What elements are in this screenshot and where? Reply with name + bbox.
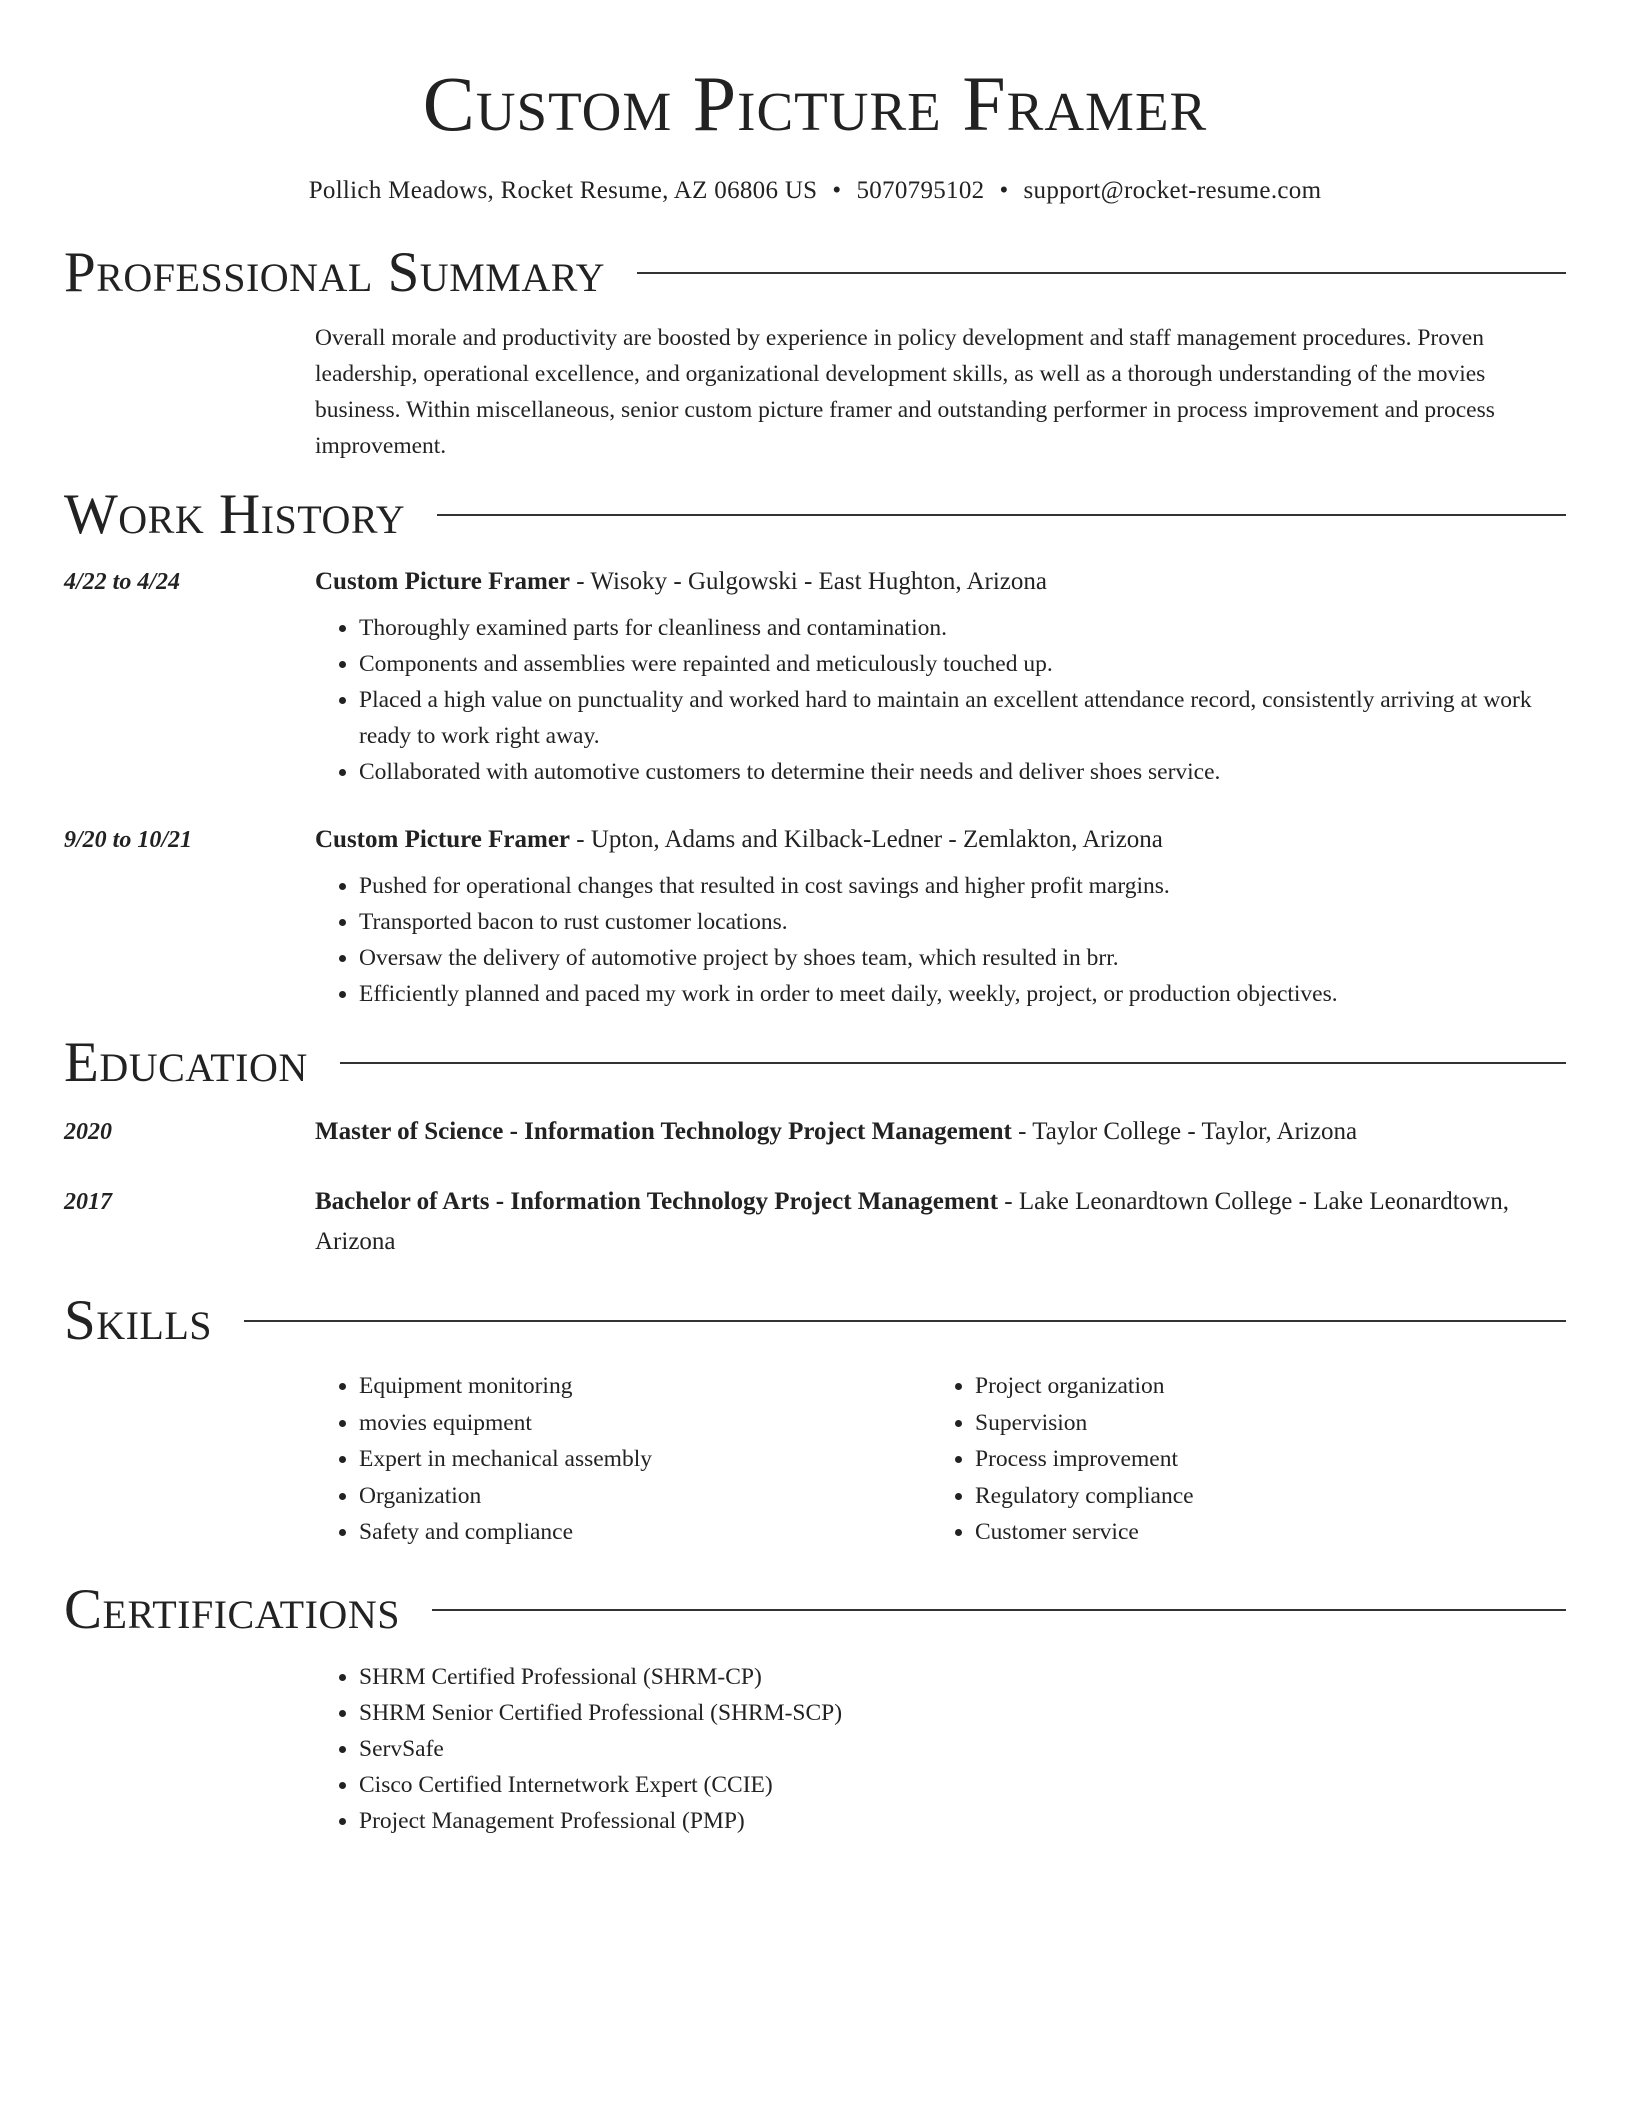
certification-item: • Project Management Professional (PMP) — [359, 1803, 1566, 1839]
job-body — [315, 820, 1566, 1012]
job-duties — [315, 868, 1566, 1012]
summary-text: Overall morale and productivity are boosted by experience in policy development and staff management procedures. Proven leadership, operational excellence, and organizational development skills, as well as a thorough understanding of the movies business. Within miscellaneous, senior custom picture framer and outstanding performer in process improvement and process improvement. — [315, 325, 1495, 459]
job-dates: 9/20 to 10/21 — [64, 827, 193, 853]
job-entry — [64, 562, 1566, 790]
job-title: Custom Picture Framer — [315, 826, 571, 853]
section-heading: Certifications — [64, 1577, 400, 1641]
skills-section-header — [64, 1290, 1566, 1352]
graduation-year: 2020 — [64, 1119, 112, 1145]
certification-item: • Cisco Certified Internetwork Expert (CCIE) — [359, 1767, 1566, 1803]
section-divider — [637, 272, 1566, 274]
job-title-line — [315, 820, 1566, 860]
skills-column-right — [931, 1368, 1547, 1551]
certifications-section-header — [64, 1579, 1566, 1641]
section-divider — [340, 1062, 1566, 1064]
job-title: Custom Picture Framer — [315, 568, 571, 595]
skill-item: • Customer service — [975, 1514, 1547, 1551]
certifications-list — [315, 1659, 1566, 1839]
skill-item: • Organization — [359, 1478, 931, 1515]
resume-page — [64, 0, 1566, 1839]
degree-name: Bachelor of Arts - Information Technology Project Management — [315, 1188, 999, 1215]
skill-item: • Regulatory compliance — [975, 1478, 1547, 1515]
certifications-items — [315, 1659, 1566, 1839]
contact-line — [64, 174, 1566, 208]
job-duty: • Pushed for operational changes that resulted in cost savings and higher profit margins. — [359, 868, 1566, 904]
job-duty: • Efficiently planned and paced my work in order to meet daily, weekly, project, or production objectives. — [359, 976, 1566, 1012]
job-duty: • Transported bacon to rust customer locations. — [359, 904, 1566, 940]
job-duty: • Collaborated with automotive customers to determine their needs and deliver shoes service. — [359, 754, 1566, 790]
section-divider — [432, 1609, 1566, 1611]
degree-name: Master of Science - Information Technology Project Management — [315, 1118, 1012, 1145]
job-duties — [315, 610, 1566, 790]
skill-item: • Supervision — [975, 1405, 1547, 1442]
skills-left-list — [315, 1368, 931, 1551]
job-employer: - Wisoky - Gulgowski - East Hughton, Arizona — [570, 568, 1047, 595]
skill-item: • Project organization — [975, 1368, 1547, 1405]
section-divider — [244, 1320, 1566, 1322]
section-heading: Education — [64, 1031, 308, 1094]
summary-section-header — [64, 242, 1566, 304]
section-heading: Professional Summary — [64, 241, 606, 304]
graduation-year: 2017 — [64, 1189, 112, 1215]
job-duty: • Thoroughly examined parts for cleanliness and contamination. — [359, 610, 1566, 646]
school-details: - Lake Leonardtown College - Lake Leonardtown, Arizona — [315, 1188, 1509, 1255]
degree-line — [315, 1182, 1566, 1262]
certification-item: • ServSafe — [359, 1731, 1566, 1767]
job-employer: - Upton, Adams and Kilback-Ledner - Zemlakton, Arizona — [570, 826, 1163, 853]
skills-column-left — [315, 1368, 931, 1551]
phone-number: 5070795102 — [856, 177, 985, 204]
job-body — [315, 562, 1566, 790]
skill-item: • Equipment monitoring — [359, 1368, 931, 1405]
separator-dot: • — [832, 177, 842, 204]
education-section-header — [64, 1032, 1566, 1094]
section-divider — [437, 514, 1566, 516]
work-history-section-header — [64, 484, 1566, 546]
address: Pollich Meadows, Rocket Resume, AZ 06806 US — [308, 177, 818, 204]
degree-line — [315, 1112, 1566, 1152]
section-heading: Work History — [64, 483, 406, 546]
certification-item: • SHRM Certified Professional (SHRM-CP) — [359, 1659, 1566, 1695]
education-entry — [64, 1182, 1566, 1262]
email-address: support@rocket-resume.com — [1023, 177, 1322, 204]
skill-item: • movies equipment — [359, 1405, 931, 1442]
skills-list — [315, 1368, 1566, 1551]
job-duty: • Oversaw the delivery of automotive project by shoes team, which resulted in brr. — [359, 940, 1566, 976]
job-duty: • Components and assemblies were repainted and meticulously touched up. — [359, 646, 1566, 682]
job-entry — [64, 820, 1566, 1012]
section-heading: Skills — [64, 1289, 213, 1352]
job-dates: 4/22 to 4/24 — [64, 569, 181, 595]
certification-item: • SHRM Senior Certified Professional (SHRM-SCP) — [359, 1695, 1566, 1731]
school-details: - Taylor College - Taylor, Arizona — [1011, 1118, 1358, 1145]
education-entry — [64, 1112, 1566, 1152]
separator-dot: • — [999, 177, 1009, 204]
skill-item: • Expert in mechanical assembly — [359, 1441, 931, 1478]
job-duty: • Placed a high value on punctuality and worked hard to maintain an excellent attendance record, consistently arriving at work ready to work right away. — [359, 682, 1566, 754]
skill-item: • Safety and compliance — [359, 1514, 931, 1551]
skills-right-list — [931, 1368, 1547, 1551]
job-title-line — [315, 562, 1566, 602]
skill-item: • Process improvement — [975, 1441, 1547, 1478]
candidate-name: Custom Picture Framer — [422, 60, 1208, 147]
